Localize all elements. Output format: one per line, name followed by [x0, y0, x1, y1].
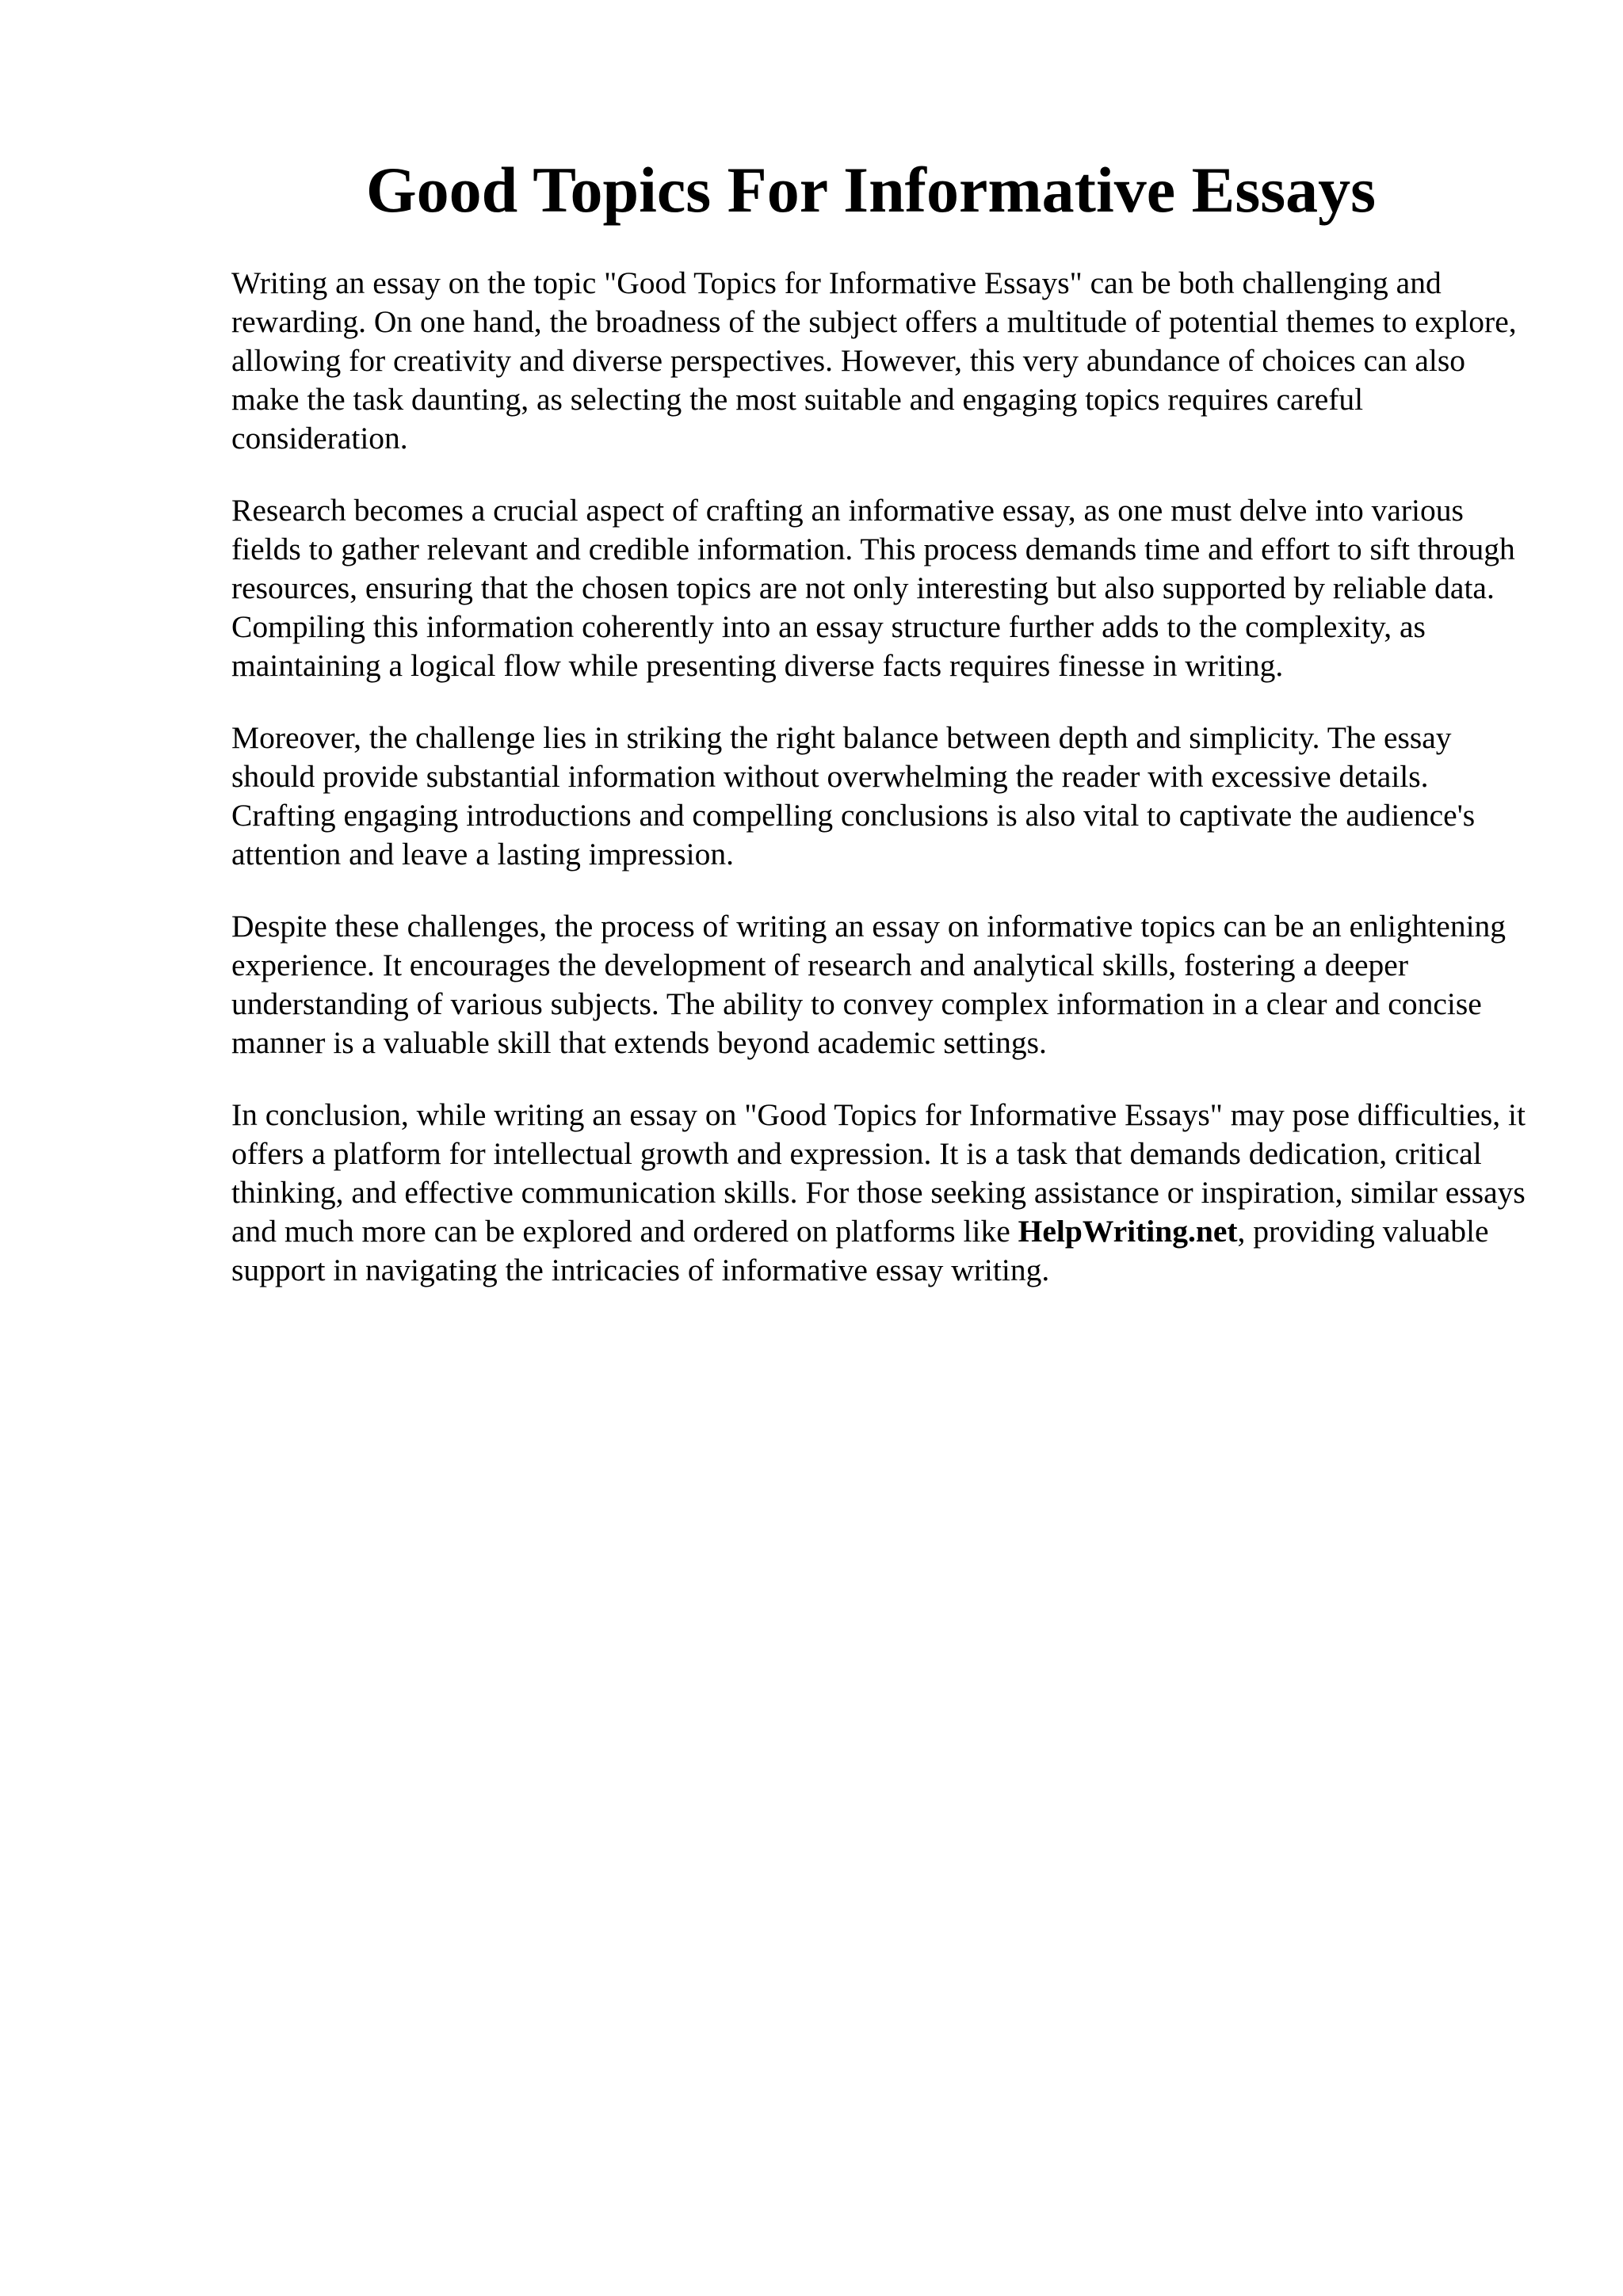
paragraph-3: Moreover, the challenge lies in striking the right balance between depth and simplicity. The essay should provide substantial information without overwhelming the reader with excessive details. Crafting engaging introductions and compelling conclusions is also vital to captivate the audience's attention and leave a lasting impression.	[231, 720, 1476, 871]
paragraph-2: Research becomes a crucial aspect of crafting an informative essay, as one must delve into various fields to gather relevant and credible information. This process demands time and effort to sift through resources, ensuring that the chosen topics are not only interesting but also supported by reliable data. Compiling this information coherently into an essay structure further adds to the complexity, as maintaining a logical flow while presenting diverse facts requires finesse in writing.	[231, 493, 1515, 683]
paragraph-1: Writing an essay on the topic "Good Topics for Informative Essays" can be both challenging and rewarding. On one hand, the broadness of the subject offers a multitude of potential themes to explore, allowing for creativity and diverse perspectives. However, this very abundance of choices can also make the task daunting, as selecting the most suitable and engaging topics requires careful consideration.	[231, 265, 1517, 456]
paragraph-4: Despite these challenges, the process of writing an essay on informative topics can be an enlightening experience. It encourages the development of research and analytical skills, fostering a deeper understanding of various subjects. The ability to convey complex information in a clear and concise manner is a valuable skill that extends beyond academic settings.	[231, 909, 1507, 1060]
brand-name: HelpWriting.net	[1018, 1214, 1238, 1249]
conclusion-text-start: In conclusion, while writing an essay on "Good Topics for Informative Essays" may pose difficulties, it offers a platform for intellectual growth and expression. It is a task that demands dedication, critical thinking, and effective communication skills. For those seeking assistance or inspiration, similar essays and much more can be explored and ordered on platforms like	[231, 1097, 1526, 1249]
conclusion-text-end: , providing valuable support in navigating the intricacies of informative essay writing.	[231, 1214, 1489, 1287]
document-body	[231, 264, 1531, 1323]
paragraph-5	[231, 1096, 1531, 1290]
document-title: Good Topics For Informative Essays	[365, 154, 1377, 226]
